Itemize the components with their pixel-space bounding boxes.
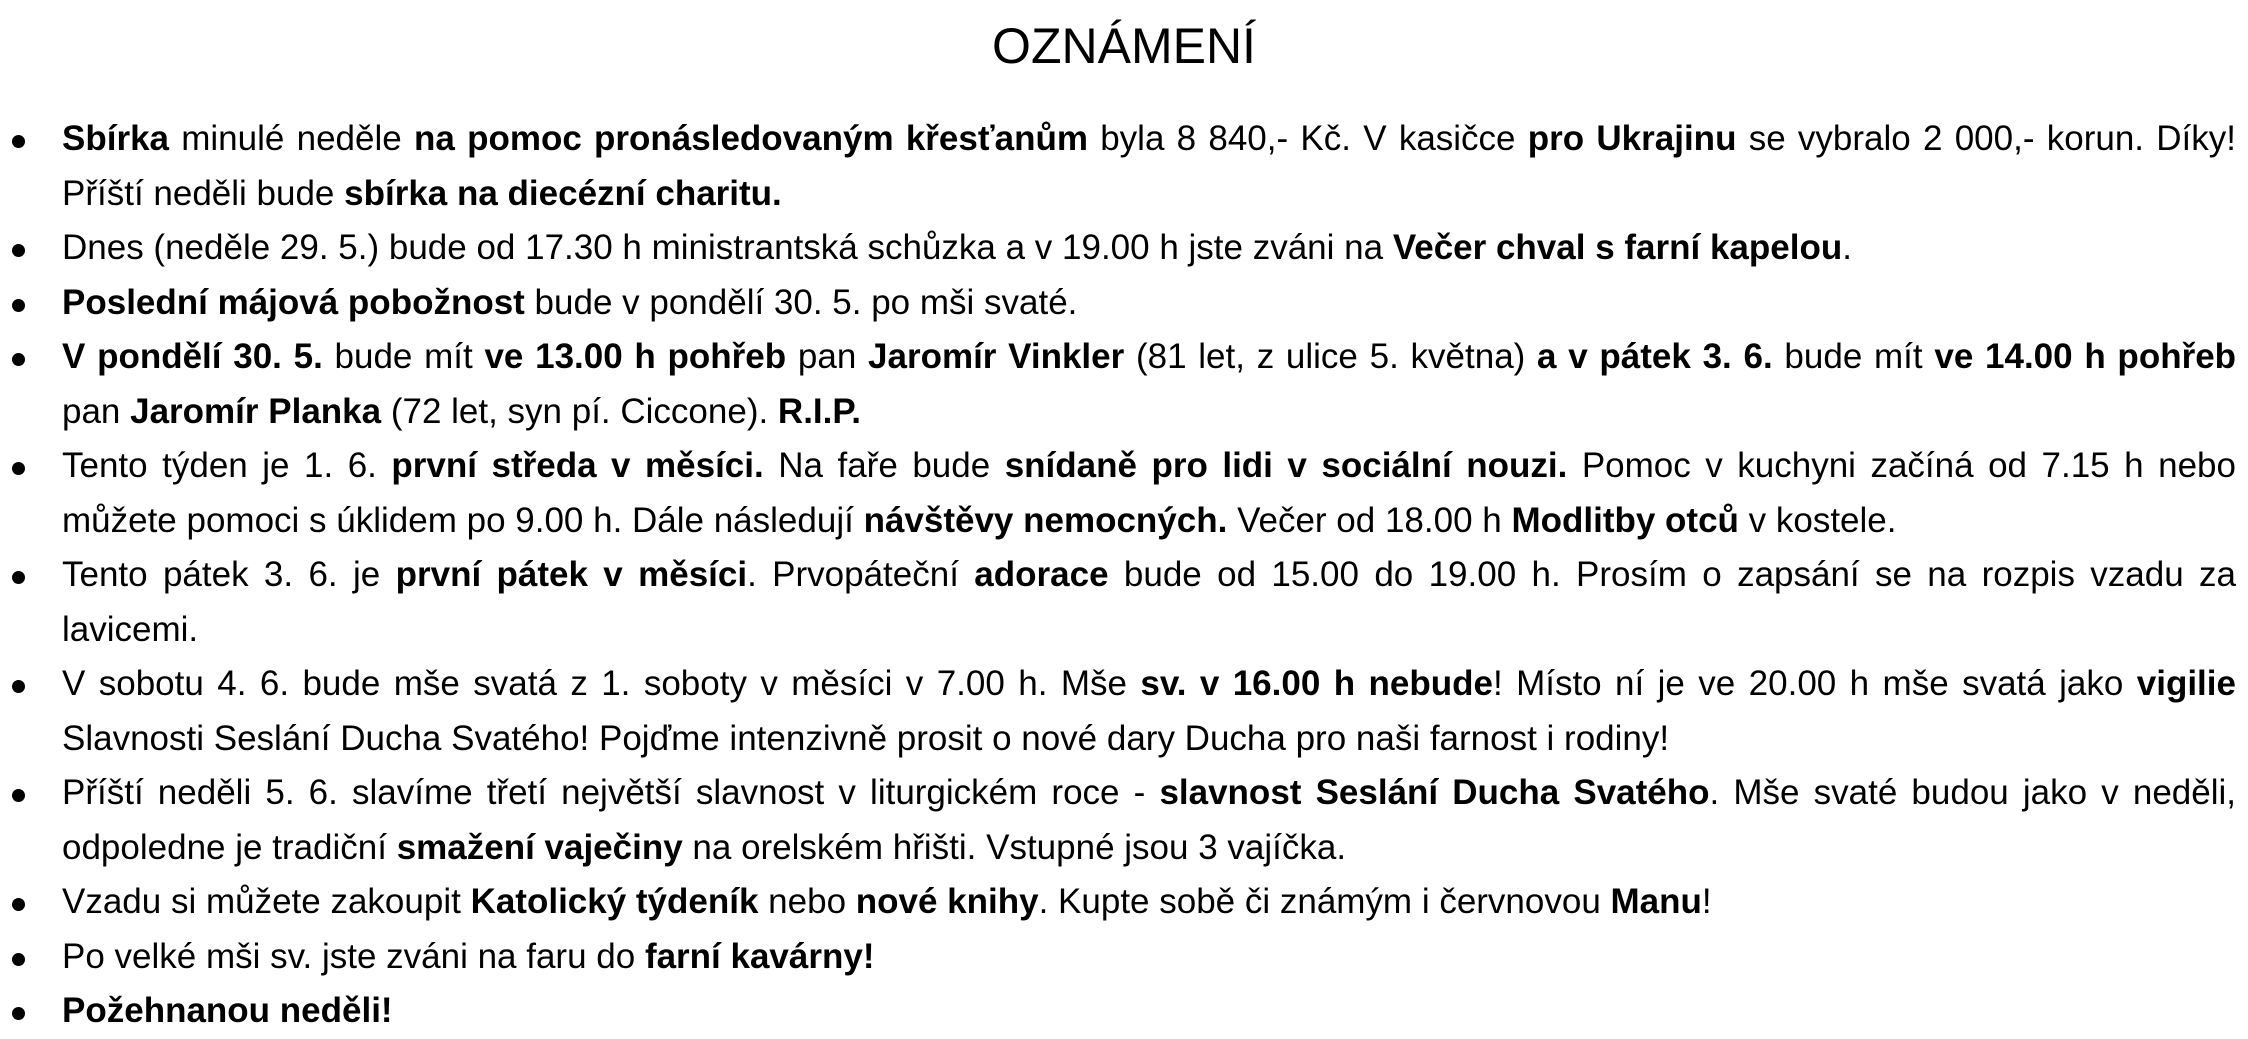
bold-text: první pátek v měsíci	[395, 555, 748, 594]
text: (81 let, z ulice 5. května)	[1124, 337, 1538, 376]
bold-text: slavnost Seslání Ducha Svatého	[1159, 773, 1710, 812]
bullet-icon	[12, 571, 25, 584]
text: minulé neděle	[169, 119, 414, 158]
bullet-icon	[12, 244, 25, 257]
bold-text: na pomoc pronásledovaným křesťanům	[413, 119, 1088, 158]
announcement-item	[62, 221, 2236, 276]
text: bude od 15.00 do 19.00 h. Prosím o zapsání se na rozpis vzadu za lavicemi.	[62, 555, 2237, 649]
text: Pomoc v kuchyni začíná od 7.15 h nebo můžete pomoci s úklidem po 9.00 h. Dále následují	[62, 446, 2236, 540]
text: bude mít	[1772, 337, 1935, 376]
bold-text: pro Ukrajinu	[1527, 119, 1737, 158]
text: . Mše svaté budou jako v neděli, odpoledne je tradiční	[62, 773, 2236, 867]
announcement-list	[62, 112, 2236, 1039]
bold-text: R.I.P.	[777, 391, 861, 431]
announcement-item	[62, 657, 2236, 766]
bold-text: Manu	[1610, 882, 1702, 921]
announcement-item	[62, 984, 2236, 1039]
bold-text: Večer chval s farní kapelou	[1392, 228, 1843, 267]
announcement-item	[62, 112, 2236, 221]
bold-text: Sbírka	[62, 119, 169, 158]
bold-text: Modlitby otců	[1511, 500, 1739, 540]
bold-text: smažení vaječiny	[396, 827, 683, 867]
text: se vybralo 2 000,- korun. Díky! Příští neděli bude	[62, 119, 2236, 213]
bold-text: sv. v 16.00 h nebude	[1140, 664, 1493, 703]
bold-text: farní kavárny!	[644, 936, 875, 976]
bullet-icon	[12, 1007, 25, 1020]
text: byla 8 840,- Kč. V kasičce	[1087, 119, 1528, 158]
text: !	[1701, 882, 1712, 921]
text: bude mít	[322, 337, 485, 376]
bullet-icon	[12, 953, 25, 966]
bullet-icon	[12, 135, 25, 148]
bold-text: vigilie	[2136, 664, 2236, 703]
text: Příští neděli 5. 6. slavíme třetí největší slavnost v liturgickém roce -	[62, 773, 1160, 812]
text: Tento týden je 1. 6.	[62, 446, 392, 485]
bullet-icon	[12, 299, 25, 312]
bold-text: adorace	[974, 555, 1109, 594]
text: nebo	[758, 882, 856, 921]
text: bude v pondělí 30. 5. po mši svaté.	[524, 282, 1078, 322]
bold-text: ve 14.00 h pohřeb	[1934, 337, 2237, 376]
bold-text: Jaromír Vinkler	[868, 337, 1125, 376]
text: . Prvopáteční	[747, 555, 975, 594]
bullet-icon	[12, 680, 25, 693]
announcement-item	[62, 766, 2236, 875]
text: .	[1842, 228, 1852, 267]
bullet-icon	[12, 898, 25, 911]
bold-text: Požehnanou neděli!	[62, 991, 393, 1030]
bold-text: ve 13.00 h pohřeb	[484, 337, 787, 376]
announcement-item	[62, 330, 2236, 439]
text: pan	[786, 337, 869, 376]
announcement-item	[62, 439, 2236, 548]
bold-text: V pondělí 30. 5.	[62, 337, 323, 376]
text: Večer od 18.00 h	[1227, 500, 1512, 540]
text: . Kupte sobě či známým i červnovou	[1038, 882, 1611, 921]
text: Vzadu si můžete zakoupit	[62, 882, 471, 921]
bullet-icon	[12, 462, 25, 475]
bold-text: první středa v měsíci.	[391, 446, 764, 485]
announcement-item	[62, 930, 2236, 985]
bold-text: nové knihy	[855, 882, 1039, 921]
bold-text: sbírka na diecézní charitu.	[344, 173, 782, 213]
text: Po velké mši sv. jste zváni na faru do	[62, 936, 645, 976]
text: na orelském hřišti. Vstupné jsou 3 vajíčka.	[682, 827, 1347, 867]
text: (72 let, syn pí. Ciccone).	[381, 391, 778, 431]
text: ! Místo ní je ve 20.00 h mše svatá jako	[1492, 664, 2137, 703]
announcement-item	[62, 875, 2236, 930]
text: Na faře bude	[763, 446, 1005, 485]
text: V sobotu 4. 6. bude mše svatá z 1. soboty v měsíci v 7.00 h. Mše	[62, 664, 1141, 703]
text: pan	[62, 391, 131, 431]
bold-text: a v pátek 3. 6.	[1537, 337, 1773, 376]
text: Tento pátek 3. 6. je	[62, 555, 396, 594]
page-title: OZNÁMENÍ	[992, 18, 1256, 74]
announcement-item	[62, 548, 2236, 657]
bold-text: snídaně pro lidi v sociální nouzi.	[1004, 446, 1568, 485]
bold-text: Jaromír Planka	[130, 391, 382, 431]
bold-text: Poslední májová pobožnost	[62, 282, 525, 322]
bold-text: Katolický týdeník	[470, 882, 759, 921]
text: Dnes (neděle 29. 5.) bude od 17.30 h ministrantská schůzka a v 19.00 h jste zváni na	[62, 228, 1393, 267]
bold-text: návštěvy nemocných.	[863, 500, 1228, 540]
announcement-item	[62, 276, 2236, 331]
bullet-icon	[12, 353, 25, 366]
text: Slavnosti Seslání Ducha Svatého! Pojďme intenzivně prosit o nové dary Ducha pro naši farnost i rodiny!	[62, 718, 1670, 758]
text: v kostele.	[1738, 500, 1897, 540]
bullet-icon	[12, 789, 25, 802]
